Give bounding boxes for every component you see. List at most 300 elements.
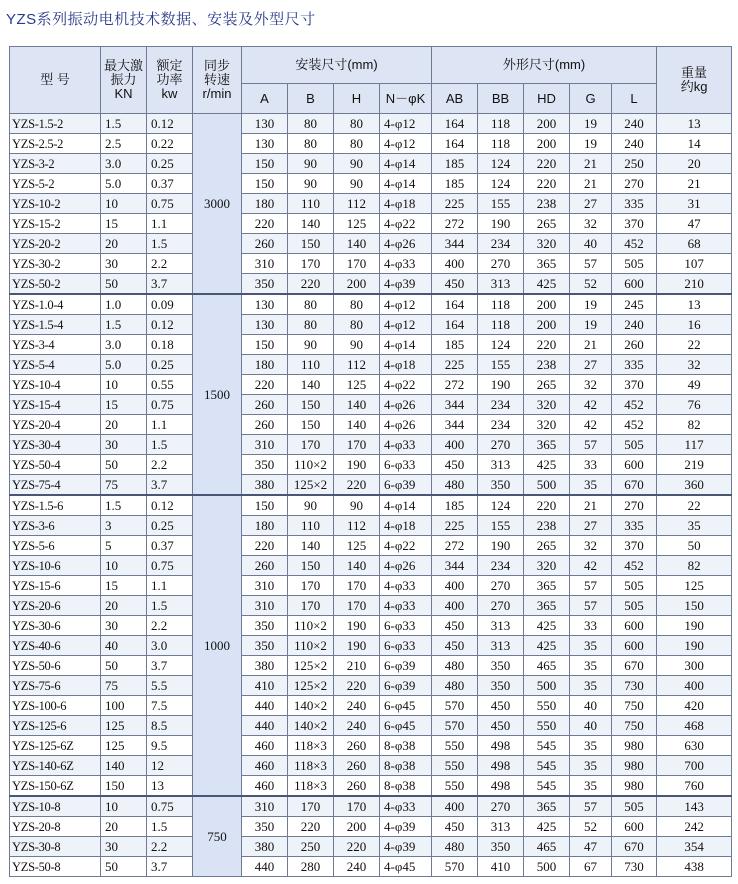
cell-nk: 4-φ22 — [380, 536, 432, 556]
cell-force: 15 — [101, 576, 147, 596]
cell-l: 452 — [612, 234, 657, 254]
cell-a: 380 — [242, 837, 288, 857]
cell-ab: 344 — [432, 556, 478, 576]
header-power-line: 额定 — [156, 58, 183, 73]
cell-hd: 465 — [524, 837, 570, 857]
cell-bb: 313 — [478, 274, 524, 295]
header-col-g: G — [570, 84, 612, 114]
cell-a: 180 — [242, 194, 288, 214]
cell-hd: 320 — [524, 556, 570, 576]
cell-nk: 4-φ33 — [380, 254, 432, 274]
cell-model: YZS-50-6 — [10, 656, 101, 676]
cell-power: 3.7 — [147, 274, 193, 295]
cell-model: YZS-30-8 — [10, 837, 101, 857]
cell-g: 19 — [570, 294, 612, 315]
cell-weight: 32 — [657, 355, 732, 375]
cell-g: 57 — [570, 596, 612, 616]
cell-h: 210 — [334, 656, 380, 676]
table-row — [10, 776, 732, 797]
cell-a: 150 — [242, 174, 288, 194]
cell-weight: 82 — [657, 415, 732, 435]
header-weight-line: 重量 — [681, 65, 708, 80]
cell-weight: 50 — [657, 536, 732, 556]
cell-model: YZS-1.5-2 — [10, 114, 101, 134]
cell-force: 50 — [101, 656, 147, 676]
cell-model: YZS-1.5-6 — [10, 495, 101, 516]
cell-bb: 410 — [478, 857, 524, 877]
cell-l: 270 — [612, 174, 657, 194]
cell-h: 125 — [334, 214, 380, 234]
cell-bb: 350 — [478, 475, 524, 496]
cell-l: 240 — [612, 315, 657, 335]
cell-force: 10 — [101, 796, 147, 817]
cell-power: 0.75 — [147, 796, 193, 817]
table-row — [10, 355, 732, 375]
cell-power: 0.09 — [147, 294, 193, 315]
cell-h: 90 — [334, 174, 380, 194]
cell-hd: 200 — [524, 315, 570, 335]
header-force-line: 振力 — [110, 72, 137, 87]
cell-power: 0.55 — [147, 375, 193, 395]
cell-h: 112 — [334, 194, 380, 214]
cell-power: 2.2 — [147, 616, 193, 636]
cell-power: 2.2 — [147, 254, 193, 274]
table-row — [10, 696, 732, 716]
cell-ab: 225 — [432, 194, 478, 214]
cell-power: 8.5 — [147, 716, 193, 736]
header-power-unit: kw — [161, 86, 178, 101]
cell-weight: 190 — [657, 636, 732, 656]
cell-weight: 630 — [657, 736, 732, 756]
cell-model: YZS-75-6 — [10, 676, 101, 696]
cell-nk: 4-φ39 — [380, 274, 432, 295]
cell-ab: 450 — [432, 274, 478, 295]
cell-bb: 498 — [478, 756, 524, 776]
cell-model: YZS-10-2 — [10, 194, 101, 214]
cell-bb: 450 — [478, 696, 524, 716]
cell-hd: 265 — [524, 536, 570, 556]
cell-l: 505 — [612, 796, 657, 817]
cell-weight: 13 — [657, 294, 732, 315]
cell-l: 370 — [612, 214, 657, 234]
cell-bb: 124 — [478, 495, 524, 516]
table-row — [10, 254, 732, 274]
cell-hd: 320 — [524, 395, 570, 415]
cell-h: 190 — [334, 616, 380, 636]
table-row — [10, 315, 732, 335]
cell-hd: 425 — [524, 616, 570, 636]
cell-g: 35 — [570, 736, 612, 756]
cell-h: 170 — [334, 596, 380, 616]
cell-a: 180 — [242, 355, 288, 375]
cell-hd: 545 — [524, 756, 570, 776]
cell-force: 50 — [101, 857, 147, 877]
cell-weight: 68 — [657, 234, 732, 254]
cell-nk: 4-φ39 — [380, 837, 432, 857]
table-row — [10, 756, 732, 776]
cell-weight: 760 — [657, 776, 732, 797]
cell-h: 240 — [334, 857, 380, 877]
cell-h: 140 — [334, 395, 380, 415]
cell-l: 600 — [612, 455, 657, 475]
cell-nk: 4-φ26 — [380, 415, 432, 435]
cell-ab: 400 — [432, 596, 478, 616]
cell-power: 13 — [147, 776, 193, 797]
cell-power: 1.5 — [147, 234, 193, 254]
cell-force: 30 — [101, 837, 147, 857]
cell-power: 1.5 — [147, 817, 193, 837]
cell-bb: 155 — [478, 194, 524, 214]
header-weight-unit: 约kg — [680, 79, 708, 94]
table-row — [10, 415, 732, 435]
cell-b: 80 — [288, 114, 334, 134]
cell-g: 21 — [570, 174, 612, 194]
cell-bb: 190 — [478, 214, 524, 234]
header-force-unit: KN — [114, 86, 133, 101]
cell-model: YZS-3-4 — [10, 335, 101, 355]
cell-hd: 220 — [524, 335, 570, 355]
cell-ab: 550 — [432, 776, 478, 797]
cell-nk: 4-φ18 — [380, 516, 432, 536]
cell-l: 750 — [612, 696, 657, 716]
cell-force: 140 — [101, 756, 147, 776]
cell-force: 30 — [101, 435, 147, 455]
cell-b: 80 — [288, 294, 334, 315]
cell-l: 730 — [612, 857, 657, 877]
cell-h: 240 — [334, 716, 380, 736]
header-speed — [193, 47, 242, 114]
cell-bb: 234 — [478, 415, 524, 435]
cell-model: YZS-10-8 — [10, 796, 101, 817]
cell-b: 118×3 — [288, 756, 334, 776]
cell-b: 110 — [288, 516, 334, 536]
cell-model: YZS-15-6 — [10, 576, 101, 596]
cell-weight: 400 — [657, 676, 732, 696]
cell-power: 3.7 — [147, 857, 193, 877]
table-row — [10, 596, 732, 616]
cell-g: 33 — [570, 455, 612, 475]
cell-b: 170 — [288, 596, 334, 616]
cell-g: 32 — [570, 375, 612, 395]
cell-b: 90 — [288, 495, 334, 516]
cell-weight: 210 — [657, 274, 732, 295]
cell-hd: 465 — [524, 656, 570, 676]
cell-h: 170 — [334, 796, 380, 817]
cell-b: 170 — [288, 435, 334, 455]
cell-h: 200 — [334, 817, 380, 837]
cell-b: 250 — [288, 837, 334, 857]
header-speed-line: 同步 — [203, 58, 230, 73]
cell-b: 110 — [288, 355, 334, 375]
cell-b: 125×2 — [288, 676, 334, 696]
cell-a: 380 — [242, 475, 288, 496]
cell-weight: 82 — [657, 556, 732, 576]
table-row — [10, 576, 732, 596]
cell-b: 80 — [288, 315, 334, 335]
cell-force: 1.5 — [101, 114, 147, 134]
table-row — [10, 536, 732, 556]
cell-force: 20 — [101, 817, 147, 837]
cell-nk: 8-φ38 — [380, 736, 432, 756]
cell-power: 1.1 — [147, 415, 193, 435]
cell-power: 2.2 — [147, 455, 193, 475]
cell-force: 2.5 — [101, 134, 147, 154]
table-row — [10, 817, 732, 837]
cell-a: 460 — [242, 776, 288, 797]
table-row — [10, 154, 732, 174]
cell-nk: 6-φ33 — [380, 616, 432, 636]
cell-g: 57 — [570, 435, 612, 455]
cell-force: 1.5 — [101, 315, 147, 335]
table-row — [10, 134, 732, 154]
cell-power: 0.75 — [147, 194, 193, 214]
cell-hd: 425 — [524, 274, 570, 295]
header-power-line: 功率 — [156, 72, 183, 87]
cell-hd: 238 — [524, 516, 570, 536]
cell-model: YZS-20-4 — [10, 415, 101, 435]
cell-force: 30 — [101, 616, 147, 636]
cell-b: 220 — [288, 817, 334, 837]
cell-l: 980 — [612, 736, 657, 756]
cell-a: 310 — [242, 796, 288, 817]
cell-g: 67 — [570, 857, 612, 877]
cell-hd: 545 — [524, 736, 570, 756]
cell-h: 260 — [334, 736, 380, 756]
cell-force: 75 — [101, 676, 147, 696]
cell-model: YZS-30-4 — [10, 435, 101, 455]
cell-h: 240 — [334, 696, 380, 716]
cell-speed: 1500 — [193, 294, 242, 495]
cell-force: 15 — [101, 214, 147, 234]
cell-g: 35 — [570, 475, 612, 496]
cell-g: 42 — [570, 556, 612, 576]
cell-h: 190 — [334, 455, 380, 475]
cell-hd: 200 — [524, 114, 570, 134]
cell-h: 200 — [334, 274, 380, 295]
cell-nk: 4-φ26 — [380, 556, 432, 576]
header-speed-unit: r/min — [202, 86, 232, 101]
cell-a: 220 — [242, 375, 288, 395]
cell-ab: 185 — [432, 495, 478, 516]
cell-nk: 4-φ33 — [380, 576, 432, 596]
cell-h: 90 — [334, 154, 380, 174]
table-row — [10, 294, 732, 315]
cell-force: 10 — [101, 194, 147, 214]
table-row — [10, 234, 732, 254]
cell-bb: 313 — [478, 636, 524, 656]
cell-g: 19 — [570, 315, 612, 335]
cell-h: 80 — [334, 114, 380, 134]
cell-a: 150 — [242, 335, 288, 355]
cell-model: YZS-125-6Z — [10, 736, 101, 756]
cell-a: 440 — [242, 696, 288, 716]
cell-force: 10 — [101, 556, 147, 576]
cell-nk: 4-φ14 — [380, 335, 432, 355]
cell-b: 170 — [288, 576, 334, 596]
cell-ab: 164 — [432, 315, 478, 335]
cell-hd: 500 — [524, 676, 570, 696]
cell-bb: 498 — [478, 776, 524, 797]
cell-a: 260 — [242, 556, 288, 576]
cell-model: YZS-30-6 — [10, 616, 101, 636]
page-title: YZS系列振动电机技术数据、安装及外型尺寸 — [6, 11, 316, 28]
cell-nk: 4-φ33 — [380, 596, 432, 616]
cell-l: 600 — [612, 274, 657, 295]
cell-model: YZS-20-6 — [10, 596, 101, 616]
cell-weight: 20 — [657, 154, 732, 174]
cell-h: 80 — [334, 134, 380, 154]
cell-hd: 365 — [524, 254, 570, 274]
cell-ab: 400 — [432, 796, 478, 817]
cell-weight: 242 — [657, 817, 732, 837]
cell-b: 140 — [288, 375, 334, 395]
cell-ab: 480 — [432, 837, 478, 857]
cell-l: 600 — [612, 636, 657, 656]
cell-g: 40 — [570, 696, 612, 716]
cell-b: 90 — [288, 154, 334, 174]
cell-weight: 35 — [657, 516, 732, 536]
cell-force: 50 — [101, 274, 147, 295]
cell-weight: 125 — [657, 576, 732, 596]
cell-h: 220 — [334, 475, 380, 496]
cell-weight: 190 — [657, 616, 732, 636]
cell-force: 3.0 — [101, 154, 147, 174]
cell-nk: 4-φ45 — [380, 857, 432, 877]
cell-h: 170 — [334, 576, 380, 596]
cell-g: 27 — [570, 516, 612, 536]
cell-bb: 350 — [478, 837, 524, 857]
cell-g: 21 — [570, 495, 612, 516]
cell-ab: 570 — [432, 696, 478, 716]
cell-h: 140 — [334, 415, 380, 435]
cell-weight: 31 — [657, 194, 732, 214]
cell-a: 260 — [242, 395, 288, 415]
cell-h: 112 — [334, 355, 380, 375]
cell-h: 90 — [334, 335, 380, 355]
cell-bb: 450 — [478, 716, 524, 736]
cell-h: 140 — [334, 556, 380, 576]
cell-force: 5.0 — [101, 174, 147, 194]
cell-a: 260 — [242, 234, 288, 254]
cell-bb: 190 — [478, 375, 524, 395]
cell-l: 670 — [612, 837, 657, 857]
cell-bb: 234 — [478, 234, 524, 254]
cell-b: 150 — [288, 395, 334, 415]
header-col-h: H — [334, 84, 380, 114]
cell-g: 47 — [570, 837, 612, 857]
cell-h: 90 — [334, 495, 380, 516]
cell-force: 20 — [101, 234, 147, 254]
cell-ab: 570 — [432, 716, 478, 736]
cell-model: YZS-5-6 — [10, 536, 101, 556]
cell-l: 750 — [612, 716, 657, 736]
cell-l: 452 — [612, 415, 657, 435]
cell-l: 452 — [612, 395, 657, 415]
cell-power: 1.5 — [147, 596, 193, 616]
cell-b: 110×2 — [288, 616, 334, 636]
cell-g: 35 — [570, 676, 612, 696]
cell-bb: 313 — [478, 455, 524, 475]
cell-ab: 400 — [432, 435, 478, 455]
cell-bb: 155 — [478, 516, 524, 536]
cell-h: 220 — [334, 837, 380, 857]
cell-bb: 350 — [478, 656, 524, 676]
cell-power: 5.5 — [147, 676, 193, 696]
cell-nk: 4-φ26 — [380, 395, 432, 415]
cell-l: 505 — [612, 254, 657, 274]
header-speed-line: 转速 — [203, 72, 230, 87]
cell-force: 15 — [101, 395, 147, 415]
cell-b: 280 — [288, 857, 334, 877]
cell-ab: 400 — [432, 576, 478, 596]
cell-nk: 8-φ38 — [380, 756, 432, 776]
cell-b: 150 — [288, 234, 334, 254]
cell-power: 0.75 — [147, 556, 193, 576]
cell-hd: 320 — [524, 234, 570, 254]
cell-l: 245 — [612, 294, 657, 315]
cell-model: YZS-75-4 — [10, 475, 101, 496]
cell-weight: 468 — [657, 716, 732, 736]
table-body — [10, 114, 732, 877]
cell-b: 125×2 — [288, 656, 334, 676]
cell-a: 310 — [242, 596, 288, 616]
cell-power: 3.0 — [147, 636, 193, 656]
header-col-l: L — [612, 84, 657, 114]
cell-force: 30 — [101, 254, 147, 274]
cell-power: 0.22 — [147, 134, 193, 154]
table-row — [10, 656, 732, 676]
cell-g: 21 — [570, 335, 612, 355]
cell-b: 220 — [288, 274, 334, 295]
cell-l: 600 — [612, 616, 657, 636]
cell-bb: 270 — [478, 435, 524, 455]
cell-a: 440 — [242, 716, 288, 736]
cell-h: 112 — [334, 516, 380, 536]
cell-model: YZS-20-2 — [10, 234, 101, 254]
header-force-line: 最大激 — [103, 58, 143, 73]
cell-a: 460 — [242, 756, 288, 776]
cell-a: 220 — [242, 536, 288, 556]
cell-ab: 450 — [432, 616, 478, 636]
cell-l: 505 — [612, 435, 657, 455]
cell-g: 35 — [570, 776, 612, 797]
cell-g: 27 — [570, 355, 612, 375]
cell-nk: 4-φ12 — [380, 315, 432, 335]
cell-h: 260 — [334, 756, 380, 776]
cell-g: 35 — [570, 756, 612, 776]
header-force — [101, 47, 147, 114]
cell-model: YZS-40-6 — [10, 636, 101, 656]
table-row — [10, 335, 732, 355]
cell-l: 335 — [612, 355, 657, 375]
cell-a: 350 — [242, 616, 288, 636]
cell-nk: 6-φ39 — [380, 475, 432, 496]
cell-l: 670 — [612, 656, 657, 676]
cell-ab: 272 — [432, 375, 478, 395]
cell-hd: 425 — [524, 455, 570, 475]
cell-weight: 49 — [657, 375, 732, 395]
cell-b: 150 — [288, 556, 334, 576]
table-row — [10, 475, 732, 496]
cell-force: 3.0 — [101, 335, 147, 355]
cell-l: 250 — [612, 154, 657, 174]
table-row — [10, 676, 732, 696]
cell-l: 505 — [612, 596, 657, 616]
cell-weight: 354 — [657, 837, 732, 857]
table-row — [10, 516, 732, 536]
table-row — [10, 736, 732, 756]
table-row — [10, 636, 732, 656]
